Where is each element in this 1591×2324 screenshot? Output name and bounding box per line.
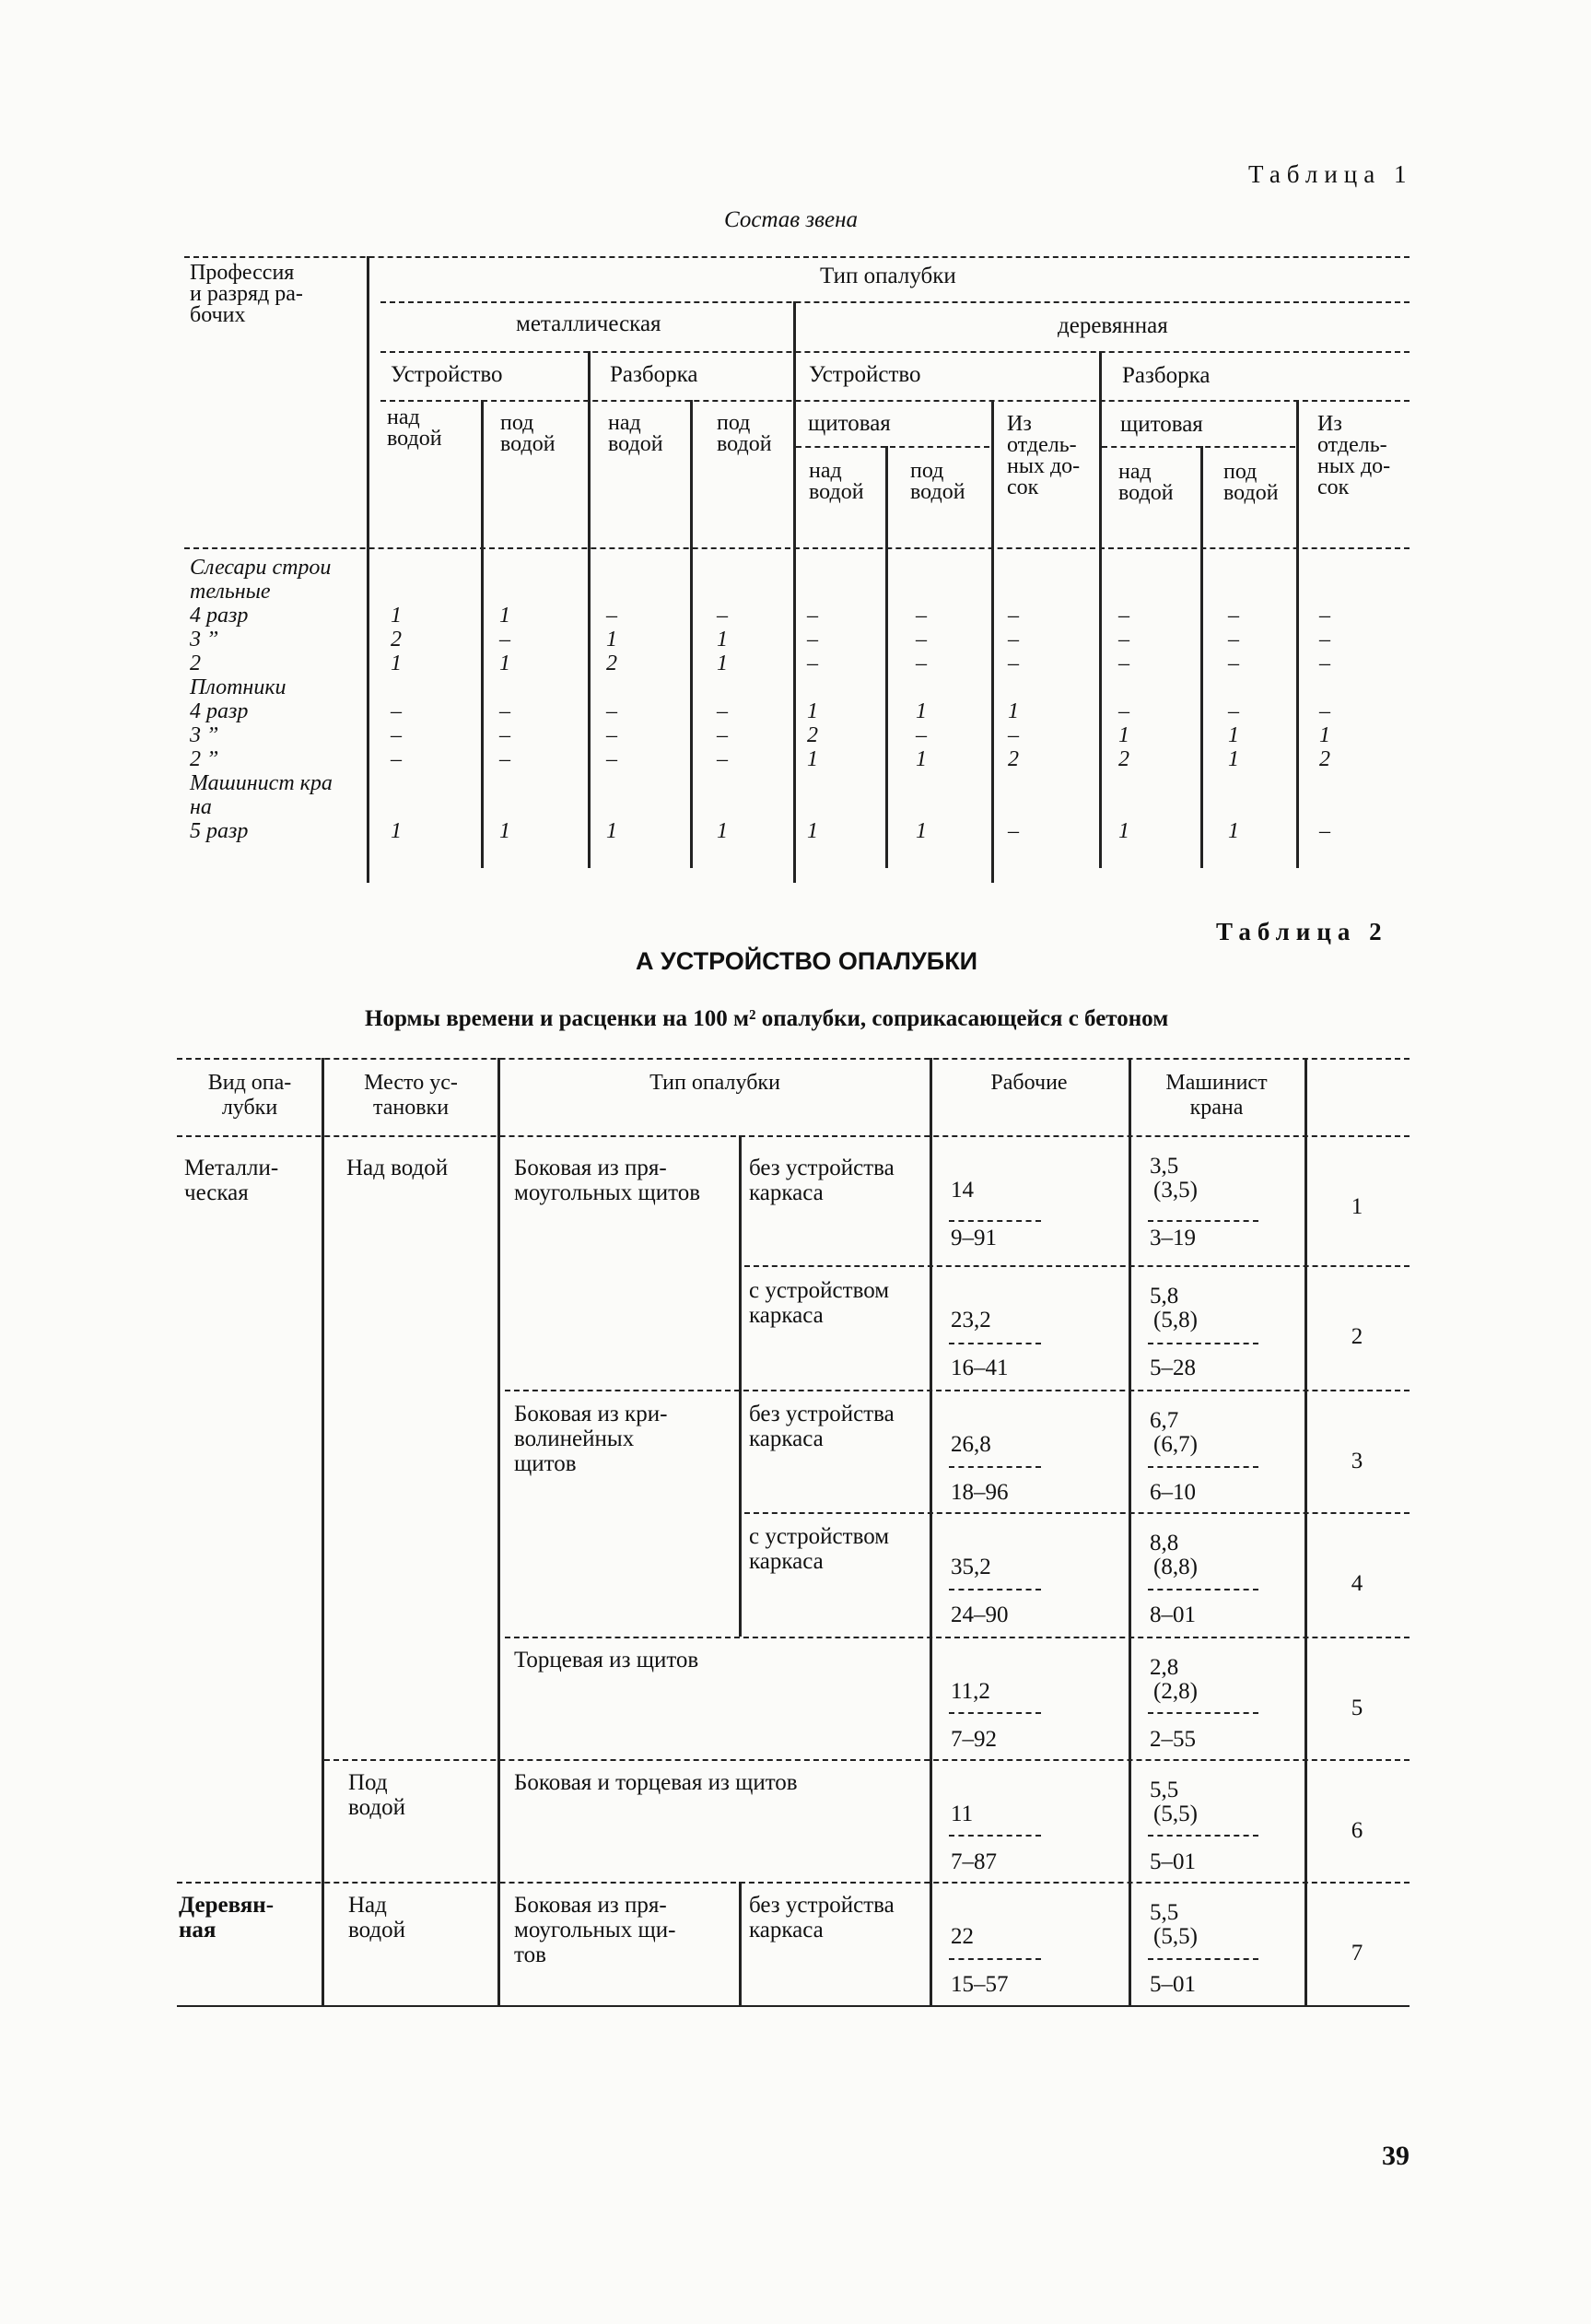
table-cell: – [717,699,728,723]
table-cell: 1 [1118,819,1129,843]
table-cell: – [606,723,617,747]
group-rect-panels: Боковая из пря- моугольных щитов [514,1156,701,1205]
crane-time-alt: (8,8) [1153,1555,1198,1579]
table-cell: – [499,747,510,771]
header-kind: Вид опа- лубки [207,1071,292,1120]
table-cell: 2 [1319,747,1330,771]
row-number: 7 [1351,1941,1363,1966]
table-cell: – [1118,604,1129,628]
row-label: 4 разр [190,699,249,723]
table-cell: 1 [499,604,510,628]
table-cell: – [1118,628,1129,651]
table-cell: – [606,747,617,771]
crane-price: 3–19 [1150,1226,1196,1250]
crane-time: 5,5 [1150,1778,1179,1802]
header-below-water: под водой [717,411,772,456]
workers-time: 22 [951,1924,974,1949]
row-label: 2 ” [190,747,219,771]
workers-price: 7–87 [951,1849,997,1874]
header-separate-boards: Из отдель- ных до- сок [1007,412,1081,499]
table-cell: – [1319,699,1330,723]
row-label: на [190,795,212,819]
crane-time: 3,5 [1150,1154,1179,1179]
header-above-water: над водой [387,405,442,451]
workers-price: 16–41 [951,1356,1009,1380]
table-cell: 1 [391,651,402,675]
row-number: 2 [1351,1324,1363,1349]
group-above-water: Над водой [346,1156,449,1180]
group-above-water: Над водой [348,1893,406,1943]
crane-time: 5,5 [1150,1900,1179,1925]
header-wood: деревянная [1058,313,1168,338]
table2-subtitle: Нормы времени и расценки на 100 м² опалубки, соприкасающейся с бетоном [365,1006,1169,1031]
group-no-frame: без устройства каркаса [749,1156,895,1205]
table-cell: – [807,628,818,651]
header-separate-boards: Из отдель- ных до- сок [1317,412,1391,499]
table-cell: 1 [391,604,402,628]
group-no-frame: без устройства каркаса [749,1893,895,1943]
header-metal-install: Устройство [391,362,503,387]
header-metal-dismantle: Разборка [610,362,698,387]
table-cell: – [1008,723,1019,747]
group-end-panels: Торцевая из щитов [514,1648,699,1673]
table-cell: 1 [606,819,617,843]
table-cell: 1 [1228,723,1239,747]
table1-subtitle: Состав звена [724,207,859,232]
header-wood-install: Устройство [809,362,921,387]
table-cell: – [717,604,728,628]
table-cell: 1 [916,699,927,723]
workers-time: 35,2 [951,1555,991,1579]
row-number: 6 [1351,1818,1363,1843]
group-with-frame: с устройством каркаса [749,1524,890,1574]
crane-time: 5,8 [1150,1284,1179,1309]
row-label: 2 [190,651,201,675]
table-cell: 1 [717,819,728,843]
workers-price: 7–92 [951,1727,997,1752]
crane-price: 5–28 [1150,1356,1196,1380]
crane-time-alt: (5,8) [1153,1308,1198,1332]
header-metal: металлическая [516,311,661,336]
header-above-water: над водой [608,411,663,456]
table-cell: 1 [499,819,510,843]
table-cell: – [1008,651,1019,675]
crane-price: 2–55 [1150,1727,1196,1752]
workers-time: 26,8 [951,1432,991,1457]
row-number: 1 [1351,1194,1363,1219]
crane-time-alt: (2,8) [1153,1679,1198,1704]
header-wood-dismantle: Разборка [1122,363,1211,388]
table-cell: 1 [1118,723,1129,747]
crane-price: 5–01 [1150,1972,1196,1997]
row-label: Плотники [190,675,287,699]
workers-price: 15–57 [951,1972,1009,1997]
table-cell: 2 [1118,747,1129,771]
table-cell: – [1228,604,1239,628]
table-cell: 1 [1319,723,1330,747]
header-above-water: над водой [809,459,864,504]
table-cell: – [916,723,927,747]
group-wood: Деревян- ная [179,1893,275,1943]
row-label: 3 ” [190,723,219,747]
table-cell: 1 [717,651,728,675]
table-cell: – [1008,819,1019,843]
table-cell: – [606,604,617,628]
workers-time: 11 [951,1802,974,1826]
table-cell: 1 [499,651,510,675]
table-cell: 2 [807,723,818,747]
workers-time: 14 [951,1178,974,1203]
group-below-water: Под водой [348,1770,406,1820]
header-shield: щитовая [1120,412,1203,437]
row-number: 5 [1351,1696,1363,1720]
group-no-frame: без устройства каркаса [749,1402,895,1451]
crane-time-alt: (5,5) [1153,1802,1198,1826]
workers-time: 11,2 [951,1679,990,1704]
table-cell: – [807,604,818,628]
table-cell: – [916,604,927,628]
workers-price: 18–96 [951,1480,1009,1505]
table-cell: – [499,628,510,651]
workers-time: 23,2 [951,1308,991,1332]
table-cell: – [1118,651,1129,675]
table-cell: – [1228,628,1239,651]
header-above-water: над водой [1118,460,1174,505]
table-cell: 1 [1228,819,1239,843]
page-number: 39 [1382,2141,1410,2171]
table-cell: – [391,723,402,747]
crane-time-alt: (5,5) [1153,1924,1198,1949]
section-title: А УСТРОЙСТВО ОПАЛУБКИ [636,947,978,975]
row-label: 3 ” [190,628,219,651]
workers-price: 24–90 [951,1602,1009,1627]
header-profession: Профессия и разряд ра- бочих [190,261,303,327]
group-side-end-panels: Боковая и торцевая из щитов [514,1770,798,1795]
header-shield: щитовая [808,411,891,436]
crane-time-alt: (6,7) [1153,1432,1198,1457]
crane-time: 2,8 [1150,1655,1179,1680]
row-label: 4 разр [190,604,249,628]
table-cell: 2 [606,651,617,675]
table-cell: – [717,747,728,771]
table-cell: 1 [1008,699,1019,723]
table-cell: – [1008,604,1019,628]
table-cell: – [391,747,402,771]
table-cell: – [1228,651,1239,675]
table-cell: 1 [391,819,402,843]
table-cell: – [1319,651,1330,675]
table2-label: Таблица 2 [1216,918,1388,945]
crane-time: 6,7 [1150,1408,1179,1433]
row-number: 4 [1351,1571,1363,1596]
table-cell: – [916,628,927,651]
row-label: Слесари строи [190,556,332,580]
group-curved-panels: Боковая из кри- волинейных щитов [514,1402,668,1476]
crane-time-alt: (3,5) [1153,1178,1198,1203]
crane-price: 8–01 [1150,1602,1196,1627]
header-workers: Рабочие [990,1071,1068,1095]
header-formwork-type: Тип опалубки [820,264,956,288]
table-cell: – [606,699,617,723]
table-cell: – [1228,699,1239,723]
crane-price: 5–01 [1150,1849,1196,1874]
table-cell: 1 [717,628,728,651]
group-rect-panels-wood: Боковая из пря- моугольных щи- тов [514,1893,676,1967]
table-cell: – [1319,819,1330,843]
table-cell: 2 [391,628,402,651]
table-cell: – [717,723,728,747]
workers-price: 9–91 [951,1226,997,1250]
table-cell: – [499,699,510,723]
table-cell: – [1319,604,1330,628]
table-cell: – [807,651,818,675]
crane-price: 6–10 [1150,1480,1196,1505]
table-cell: – [1118,699,1129,723]
header-below-water: под водой [500,411,556,456]
table-cell: 1 [807,699,818,723]
group-with-frame: с устройством каркаса [749,1278,890,1328]
table-cell: 2 [1008,747,1019,771]
header-place: Место ус- тановки [364,1071,458,1120]
header-crane: Машинист крана [1165,1071,1268,1120]
table-cell: – [916,651,927,675]
row-number: 3 [1351,1449,1363,1473]
table-cell: 1 [916,747,927,771]
table-cell: – [1008,628,1019,651]
table1-label: Таблица 1 [1248,160,1413,188]
header-below-water: под водой [910,459,965,504]
table-cell: 1 [807,747,818,771]
row-label: 5 разр [190,819,249,843]
table-cell: – [499,723,510,747]
header-type: Тип опалубки [649,1071,780,1095]
table-cell: 1 [916,819,927,843]
table-cell: 1 [606,628,617,651]
row-label: Машинист кра [190,771,333,795]
table-cell: 1 [807,819,818,843]
row-label: тельные [190,580,271,604]
table-cell: 1 [1228,747,1239,771]
table-cell: – [391,699,402,723]
table-cell: – [1319,628,1330,651]
header-below-water: под водой [1223,460,1279,505]
crane-time: 8,8 [1150,1531,1179,1555]
group-metal: Металли- ческая [184,1156,279,1205]
